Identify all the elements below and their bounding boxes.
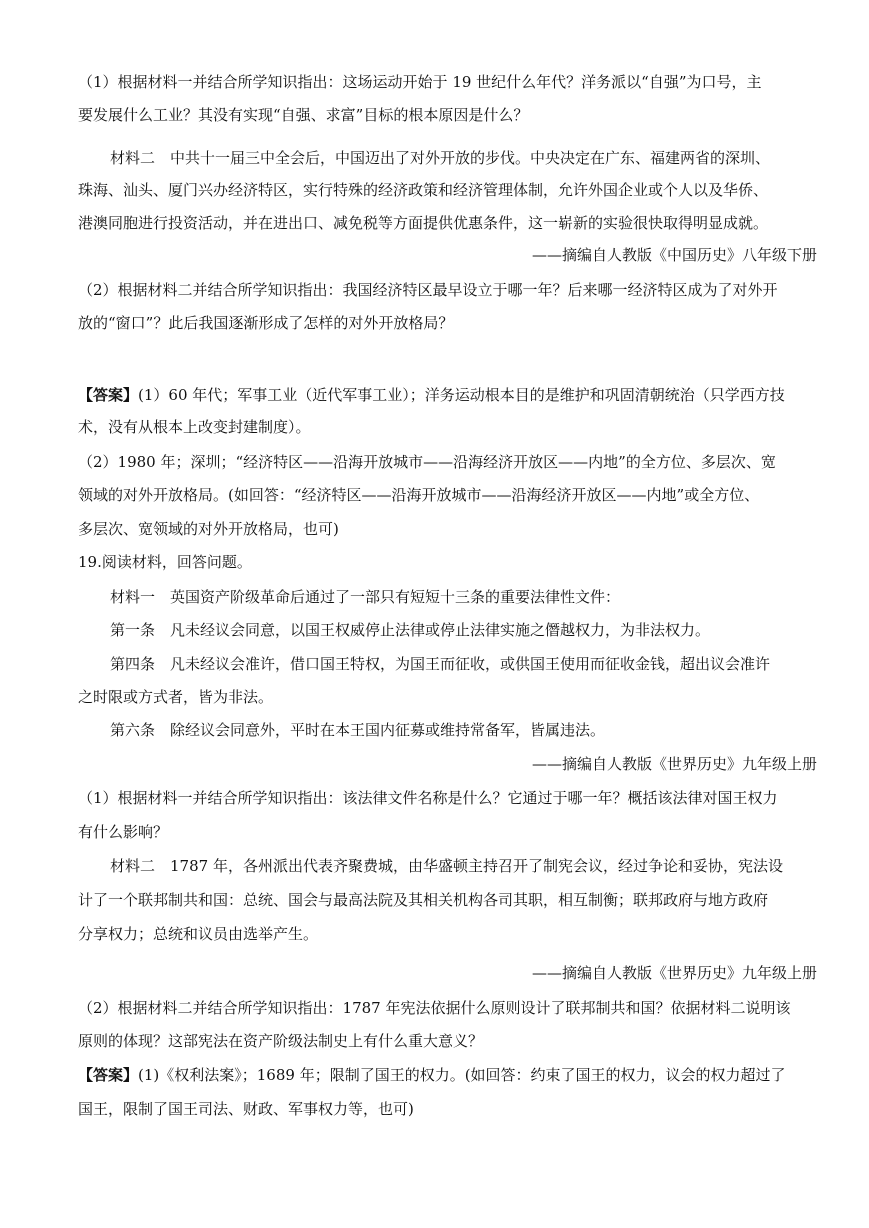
q19-article1: 第一条 凡未经议会同意，以国王权威停止法律或停止法律实施之僭越权力，为非法权力。 [110,621,711,639]
q18-material2-line3: 港澳同胞进行投资活动，并在进出口、减免税等方面提供优惠条件，这一崭新的实验很快取得明显成就。 [78,214,769,232]
q19-heading: 19.阅读材料，回答问题。 [78,553,252,571]
q19-part2-line1: （2）根据材料二并结合所学知识指出：1787 年宪法依据什么原则设计了联邦制共和国？依据材料二说明该 [78,999,791,1017]
q19-material2-line2: 计了一个联邦制共和国：总统、国会与最高法院及其相关机构各司其职，相互制衡；联邦政府与地方政府 [78,891,769,909]
q19-article6: 第六条 除经议会同意外，平时在本王国内征募或维持常备军，皆属违法。 [110,721,606,739]
q19-material2-source: ——摘编自人教版《世界历史》九年级上册 [531,964,817,982]
q18-part2-line1: （2）根据材料二并结合所学知识指出：我国经济特区最早设立于哪一年？后来哪一经济特区成为了对外开 [78,281,778,299]
q19-article4-line2: 之时限或方式者，皆为非法。 [78,688,274,706]
answer-label: 【答案】 [78,1066,139,1084]
q19-part1-line1: （1）根据材料一并结合所学知识指出：该法律文件名称是什么？它通过于哪一年？概括该法律对国王权力 [78,789,778,807]
q18-part1-line2: 要发展什么工业？其没有实现“自强、求富”目标的根本原因是什么？ [78,106,529,124]
q18-answer-line1 [78,385,785,405]
q19-part1-line2: 有什么影响？ [78,823,169,841]
answer-label: 【答案】 [78,386,139,404]
q18-part1-line1: （1）根据材料一并结合所学知识指出：这场运动开始于 19 世纪什么年代？洋务派以“自强”为口号，主 [78,73,762,91]
q18-material2-source: ——摘编自人教版《中国历史》八年级下册 [531,246,817,264]
q19-material1-intro: 材料一 英国资产阶级革命后通过了一部只有短短十三条的重要法律性文件： [110,588,621,606]
q18-part2-line2: 放的“窗口”？此后我国逐渐形成了怎样的对外开放格局？ [78,314,454,332]
q19-material2-line3: 分享权力；总统和议员由选举产生。 [78,925,319,943]
q19-answer-line2: 国王，限制了国王司法、财政、军事权力等，也可) [78,1100,414,1118]
q19-material2-line1: 材料二 1787 年，各州派出代表齐聚费城，由华盛顿主持召开了制宪会议，经过争论和妥协，宪法设 [110,857,783,875]
q19-part2-line2: 原则的体现？这部宪法在资产阶级法制史上有什么重大意义？ [78,1032,484,1050]
q18-answer-line3: （2）1980 年；深圳；“经济特区——沿海开放城市——沿海经济开放区——内地”的全方位、多层次、宽 [78,453,776,471]
q19-material1-source: ——摘编自人教版《世界历史》九年级上册 [531,755,817,773]
q19-answer-line1 [78,1065,786,1085]
q18-answer-line2: 术，没有从根本上改变封建制度）。 [78,418,311,436]
q18-answer-line5: 多层次、宽领域的对外开放格局，也可) [78,520,339,538]
q19-article4-line1: 第四条 凡未经议会准许，借口国王特权，为国王而征收，或供国王使用而征收金钱，超出议会准许 [110,655,771,673]
answer-text: (1）60 年代；军事工业（近代军事工业）；洋务运动根本目的是维护和巩固清朝统治（只学西方技 [138,386,785,404]
q18-answer-line4: 领域的对外开放格局。(如回答：“经济特区——沿海开放城市——沿海经济开放区——内地”或全方位、 [78,486,760,504]
q18-material2-line1: 材料二 中共十一届三中全会后，中国迈出了对外开放的步伐。中央决定在广东、福建两省的深圳、 [110,149,771,167]
q18-material2-line2: 珠海、汕头、厦门兴办经济特区，实行特殊的经济政策和经济管理体制，允许外国企业或个人以及华侨、 [78,181,769,199]
answer-text: (1)《权利法案》；1689 年；限制了国王的权力。(如回答：约束了国王的权力，议会的权力超过了 [138,1066,786,1084]
